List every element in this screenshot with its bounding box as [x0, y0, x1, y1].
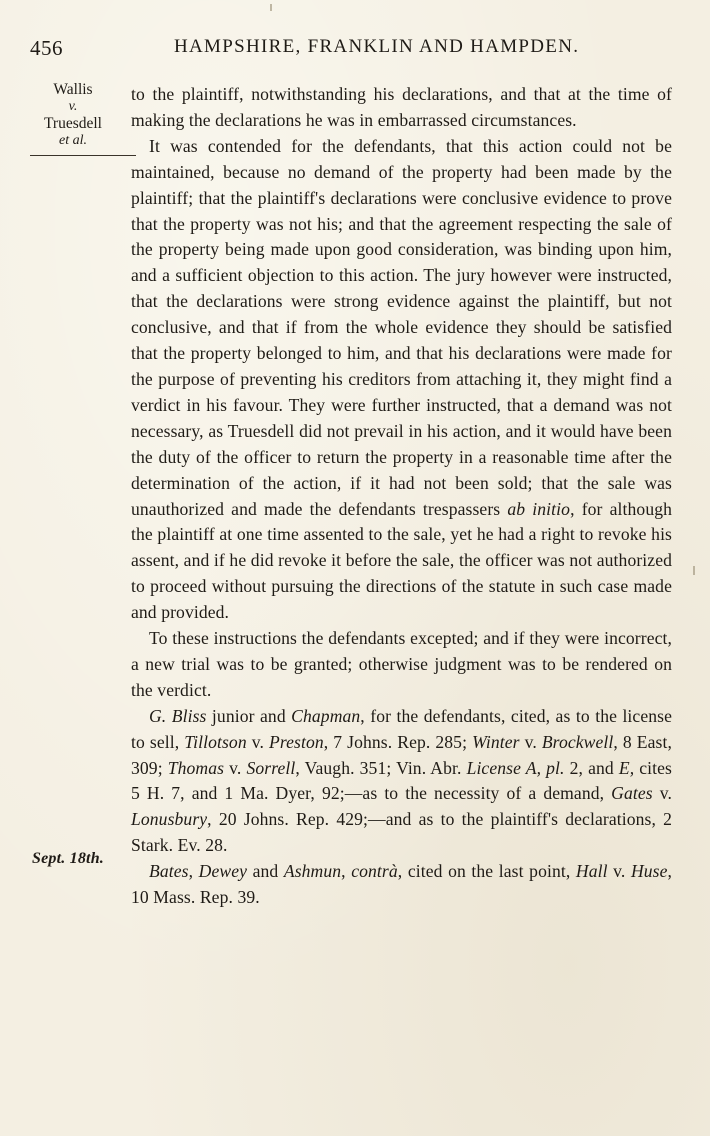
counsel-name: G. Bliss — [149, 705, 207, 726]
page-number: 456 — [30, 36, 63, 60]
body-text — [131, 82, 672, 911]
margin-date-note: Sept. 18th. — [32, 850, 104, 867]
text-run: , — [188, 861, 199, 882]
margin-defendant: Truesdell — [44, 115, 102, 132]
counsel-name: Chapman — [291, 705, 361, 726]
margin-versus: v. — [68, 99, 78, 114]
text-run: , 20 Johns. Rep. 429;—and as to the plaintiff's declarations, 2 Stark. Ev. 28. — [131, 809, 672, 856]
case-party: Thomas — [167, 757, 225, 778]
counsel-name: Dewey — [198, 861, 248, 882]
case-party: Sorrell — [246, 757, 296, 778]
text-run: v. — [607, 861, 631, 882]
contra-term: contrà — [351, 861, 398, 882]
case-party: Gates — [611, 783, 653, 804]
text-run: , cited on the last point, — [397, 861, 576, 882]
abridgment-ref: License A, pl. — [466, 757, 565, 778]
margin-etal: et al. — [59, 133, 87, 148]
paragraph-2-end: , for although the plaintiff at one time assented to the sale, yet he had a right to revoke his assent, and if he did revoke it before the sale, the officer was not authorized to proceed without pursuing the directions of the statute in such case made and provided. — [131, 498, 673, 623]
text-run: , 8 East, 309; — [131, 731, 672, 778]
case-party: Hall — [575, 861, 608, 882]
counsel-name: Ashmun — [283, 861, 342, 882]
text-run: , 10 Mass. Rep. 39. — [131, 861, 673, 908]
text-run: , Vaugh. 351; Vin. Abr. — [295, 757, 467, 778]
abridgment-ref: E, — [618, 757, 635, 778]
case-party: Winter — [472, 731, 520, 752]
text-run: , — [341, 861, 352, 882]
paragraph-2-text: It was contended for the defendants, that this action could not be maintained, because no demand of the property had been made by the plaintiff; that the plaintiff's declarations were conclusive evidence to prove that the property was not his; and that the agreement respecting the sale of the property being made upon good consideration, was binding upon him, and a sufficient objection to this action. The jury however were instructed, that the declarations were strong evidence against the plaintiff, but not conclusive, and that if from the whole evidence they should be satisfied that the property belonged to him, and that his declarations were made for the purpose of preventing his creditors from attaching it, they might find a verdict in his favour. They were further instructed, that a demand was not necessary, as Truesdell did not prevail in his action, and it would have been the duty of the officer to return the property in a reasonable time after the determination of the action, if it had not been sold; that the sale was unauthorized and made the defendants trespassers — [131, 135, 672, 519]
text-run: v. — [519, 731, 542, 752]
text-run: v. — [652, 783, 672, 804]
case-party: Tillotson — [184, 731, 247, 752]
text-run: v. — [246, 731, 269, 752]
margin-plaintiff: Wallis — [53, 81, 93, 98]
paragraph-4 — [131, 704, 672, 859]
text-run: v. — [224, 757, 247, 778]
text-run: , 7 Johns. Rep. 285; — [323, 731, 473, 752]
case-party: Lonusbury — [131, 809, 208, 830]
margin-divider — [30, 155, 136, 156]
page-header — [30, 36, 650, 66]
scan-speck — [270, 4, 272, 11]
counsel-name: Bates — [149, 861, 189, 882]
running-head: HAMPSHIRE, FRANKLIN AND HAMPDEN. — [174, 36, 580, 57]
text-run: cites 5 H. 7, and 1 Ma. Dyer, 92;—as to the necessity of a demand, — [131, 757, 673, 804]
text-run: , for the defendants, cited, as to the license to sell, — [131, 705, 672, 752]
latin-phrase: ab initio — [507, 498, 571, 519]
scan-speck — [693, 566, 695, 575]
paragraph-2 — [131, 134, 672, 626]
paragraph-1: to the plaintiff, notwithstanding his declarations, and that at the time of making the declarations he was in embarrassed circumstances. — [131, 84, 672, 130]
case-party: Huse — [630, 861, 668, 882]
text-run: and — [247, 861, 284, 882]
paragraph-3: To these instructions the defendants excepted; and if they were incorrect, a new trial was to be granted; otherwise judgment was to be rendered on the verdict. — [131, 628, 672, 700]
paragraph-5 — [131, 859, 672, 911]
case-party: Brockwell — [541, 731, 614, 752]
text-run: junior and — [206, 705, 292, 726]
text-run: 2, and — [564, 757, 619, 778]
margin-case-name — [28, 81, 118, 149]
case-party: Preston — [268, 731, 324, 752]
